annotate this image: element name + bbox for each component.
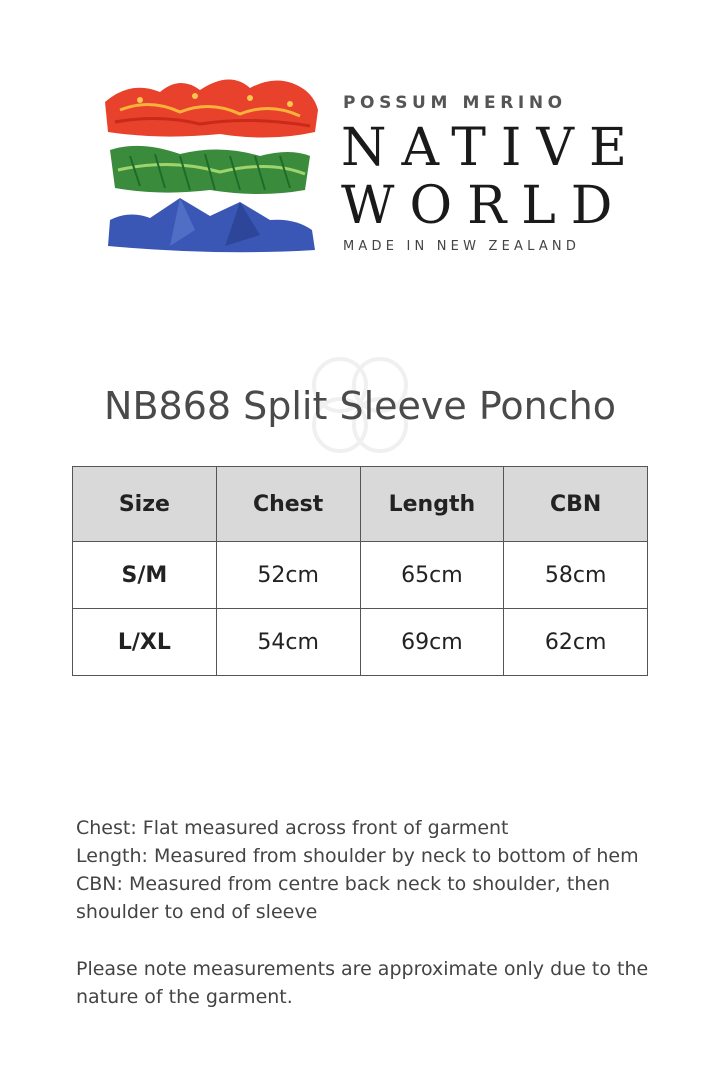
note-length: Length: Measured from shoulder by neck to bottom of hem bbox=[76, 845, 639, 867]
note-cbn: CBN: Measured from centre back neck to shoulder, then shoulder to end of sleeve bbox=[76, 873, 611, 923]
measurement-notes bbox=[76, 814, 676, 1011]
native-world-logo-art-icon bbox=[100, 70, 325, 260]
brand-name-line1: NATIVE bbox=[341, 118, 642, 178]
chest-cell: 54cm bbox=[216, 609, 360, 676]
header-chest: Chest bbox=[216, 467, 360, 542]
table-header-row bbox=[73, 467, 648, 542]
brand-tagline: MADE IN NEW ZEALAND bbox=[343, 239, 581, 254]
page-title: NB868 Split Sleeve Poncho bbox=[104, 384, 616, 428]
brand-top-text: POSSUM MERINO bbox=[343, 93, 567, 113]
table-row bbox=[73, 542, 648, 609]
chest-cell: 52cm bbox=[216, 542, 360, 609]
brand-name-line2: WORLD bbox=[341, 176, 628, 236]
header-length: Length bbox=[360, 467, 504, 542]
size-cell: L/XL bbox=[73, 609, 217, 676]
header-size: Size bbox=[73, 467, 217, 542]
table-row bbox=[73, 609, 648, 676]
cbn-cell: 62cm bbox=[504, 609, 648, 676]
note-disclaimer: Please note measurements are approximate only due to the nature of the garment. bbox=[76, 958, 649, 1008]
length-cell: 69cm bbox=[360, 609, 504, 676]
size-cell: S/M bbox=[73, 542, 217, 609]
note-chest: Chest: Flat measured across front of garment bbox=[76, 817, 509, 839]
brand-logo bbox=[100, 70, 642, 260]
length-cell: 65cm bbox=[360, 542, 504, 609]
size-chart-table bbox=[72, 466, 648, 676]
cbn-cell: 58cm bbox=[504, 542, 648, 609]
header-cbn: CBN bbox=[504, 467, 648, 542]
